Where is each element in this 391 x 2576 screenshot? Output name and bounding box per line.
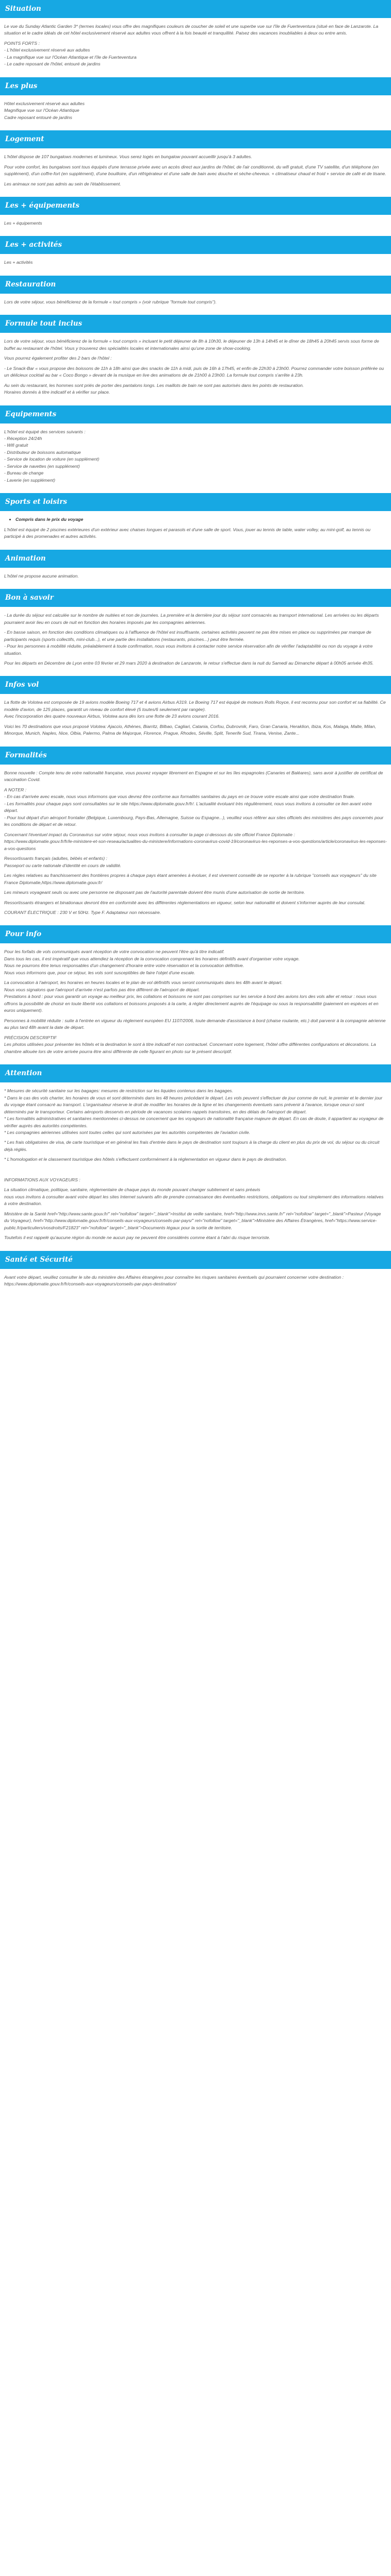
paragraph: POINTS FORTS : - L'hôtel exclusivement réservé aux adultes - La magnifique vue sur l'Océan Atlantique et l'île de Fuerteventura - Le cadre reposant de l'hôtel, entouré de jardins [4, 40, 137, 67]
paragraph: Le vue du Sunday Atlantic Garden 3* (termes locales) vous offre des magnifiques couleurs de coucher de soleil et une superbe vue sur l'île de Fuerteventura (situé en face de Lanzarote. La situation et le cadre idéals de cet hôtel exclusivement réservé aux adultes vous offrent à la fois beauté et tranquillité. Paisez des vacances inoubliables à deux ou entre amis. [4, 23, 379, 36]
paragraph: Vous pourrez également profiter des 2 bars de l'hôtel : [4, 355, 112, 361]
section-content [0, 770, 391, 926]
paragraph: - En basse saison, en fonction des conditions climatiques ou à l'affluence de l'hôtel est insuffisante, certaines activités peuvent ne pas être mises en place ou supprimées par manque de participants requis (sports collectifs, mini-club...), et une partie des installations (restaurants, piscines...) peut être fermée. - Pour les personnes à mobilité réduite, préalablement à toute confirmation, nous vous invitons à contacter notre service réservation afin de vérifier l'adaptabilité ou non du voyage à votre situation. [4, 630, 373, 656]
paragraph: Personnes à mobilité réduite : suite à l'entrée en vigueur du règlement européen EU 1107/2006, toute demande d'assistance à bord (chaise roulante, etc.) doit parvenir à la compagnie aérienne au plus tard 48h avant la date de départ. [4, 1018, 386, 1030]
section [0, 130, 391, 197]
paragraph: Ministère de la Santé href="http://www.sante.gouv.fr/" rel="nofollow" target="_blank">Institut de veille sanitaire, href="http://www.invs.sante.fr/" rel="nofollow" target="_blank">Pasteur (Voyage du Voyageur), href="http://www.diplomatie.gouv.fr/fr/conseils-aux-voyageurs/conseils-par-pays/" rel="nofollow" target="_blank">Ministère des Affaires Étrangères, href="https://www.service-public.fr/particuliers/vosdroits/F21823" rel="nofollow" target="_blank">Documents légaux pour la sortie de territoire. [4, 1211, 381, 1230]
paragraph: Concernant l'éventuel impact du Coronavirus sur votre séjour, nous vous invitons à consulter la page ci-dessous du site officiel France Diplomatie : https://www.diplomatie.gouv.fr/fr/le-ministere-et-son-reseau/actualites-du-ministere/informations-coronavirus-covid-19/coronavirus-les-reponses-a-vos-questions/article/coronavirus-les-reponses-a-vos-questions [4, 832, 387, 851]
section [0, 236, 391, 275]
paragraph: Les mineurs voyageant seuls ou avec une personne ne disposant pas de l'autorité parentale doivent être munis d'une autorisation de sortie de territoire. [4, 890, 305, 895]
section [0, 550, 391, 589]
paragraph: La situation climatique, politique, sanitaire, réglementaire de chaque pays du monde pouvant changer subitement et sans préavis nous vous invitons à consulter avant votre départ les sites Internet suivants afin de prendre connaissance des éventuelles restrictions, obligations ou tout simplement des informations relatives à votre destination. [4, 1187, 384, 1207]
paragraph: * L'homologation et le classement touristique des hôtels s'effectuent conformément à la réglementation en vigueur dans le pays de destination. [4, 1157, 287, 1162]
section-content [0, 100, 391, 130]
section-content [0, 154, 391, 197]
section-header: Attention [0, 1064, 391, 1082]
section-content [0, 338, 391, 405]
section-content [0, 699, 391, 746]
section-header: Animation [0, 550, 391, 568]
paragraph: L'hôtel est équipé de 2 piscines extérieures d'un extérieur avec chaises longues et parasols et d'une salle de sport. Vous, jouer au tennis de table, water volley, au mini-golf, au tennis ou participé à des promenades et autres activités. [4, 527, 371, 539]
paragraph: Les règles relatives au franchissement des frontières propres à chaque pays étant amenées à évoluer, il est vivement conseillé de se reporter à la rubrique "conseils aux voyageurs" du site France Diplomatie,https://www.diplomatie.gouv.fr/ [4, 873, 377, 885]
paragraph: Hôtel exclusivement réservé aux adultes Magnifique vue sur l'Océan Atlantique Cadre reposant entouré de jardins [4, 100, 85, 120]
paragraph: PRÉCISION DESCRIPTIF Les photos utilisées pour présenter les hôtels et la destination le sont à titre indicatif et non contractuel. Concernant votre logement, l'hôtel offre différentes configurations et décorations. La chambre allouée lors de votre arrivée pourra être ainsi différente de celle figurant en photo sur le présent descriptif. [4, 1035, 376, 1054]
section-header: Bon à savoir [0, 589, 391, 607]
section-header: Logement [0, 130, 391, 148]
section-header: Sports et loisirs [0, 493, 391, 511]
section-header: Les plus [0, 77, 391, 95]
section-header: Pour info [0, 925, 391, 943]
section [0, 0, 391, 77]
paragraph: Les animaux ne sont pas admis au sein de l'établissement. [4, 181, 121, 187]
section [0, 77, 391, 130]
section-header: Infos vol [0, 676, 391, 694]
paragraph: * Les frais obligatoires de visa, de carte touristique et en général les frais d'entrée dans le pays de destination sont toujours à la charge du client en plus du prix de vol, du séjour ou du circuit déjà réglés. [4, 1140, 380, 1152]
paragraph: Les + équipements [4, 220, 42, 226]
paragraph: Pour les départs en Décembre de Lyon entre 03 février et 29 mars 2020 à destination de Lanzarote, le retour s'effectue dans la nuit du Samedi au Dimanche départ à 00h05 arrivée 4h35. [4, 660, 374, 666]
paragraph: Ressortissants français (adultes, bébés et enfants) : Passeport ou carte nationale d'identité en cours de validité. [4, 856, 122, 868]
section [0, 1064, 391, 1173]
section-content [0, 23, 391, 77]
paragraph: - La durée du séjour est calculée sur le nombre de nuitées et non de journées. La première et la dernière jour du séjour sont consacrés au transport international. Les arrivées ou les départs pourraient avoir lieu en cours de nuit en fonction des horaires imposés par les compagnies aériennes. [4, 613, 379, 625]
section-header: Les + activités [0, 236, 391, 254]
paragraph: Les + activités [4, 260, 33, 265]
section-content [0, 259, 391, 275]
paragraph: Avant votre départ, veuillez consulter le site du ministère des Affaires étrangères pour connaître les risques sanitaires éventuels qui pourraient concerner votre destination : https://www.diplomatie.gouv.fr/fr/conseils-aux-voyageurs/conseils-par-pays-destination/ [4, 1274, 344, 1287]
paragraph: * Mesures de sécurité sanitaire sur les bagages: mesures de restriction sur les liquides contenus dans les bagages. * Dans le cas des vols charter, les horaires de vous et sont déterminés dans les 48 heures précédant le départ. Les vols peuvent s'effectuer de jour comme de nuit, le premier et le dernier jour du voyage étant consacré au transport. L'organisateur réserve le droit de modifier les horaires de la ligne et les changements éventuels sans prévenir à l'avance, lorsque ceux-ci sont déterminés par le transporteur. Certains aéroports desservis en période de vacances scolaires rappels transitoires, en des délais de l'aéroport de départ. * Les formalités administratives et sanitaires mentionnées ci-dessus ne concernent que les voyageurs de nationalité française majeure de départ. En cas de doute, il appartient au voyageur de vérifier auprès des autorités compétentes. * Les compagnies aériennes utilisées sont toutes celles qui sont autorisées par les autorités compétentes de l'aviation civile. [4, 1088, 384, 1135]
paragraph: La convocation à l'aéroport, les horaires en heures locales et le plan de vol définitifs vous seront communiqués dans les 48h avant le départ. Nous vous signalons que l'aéroport d'arrivée n'est parfois pas être différent de l'aéroport de départ. Prestations à bord : pour vous garantir un voyage au meilleur prix, les collations et boissons ne sont pas comprises sur les service à bord des avions lors des vols aller et retour : nous vous offrons la possibilité de choisir en toute liberté vos collations et boissons proposés à la carte, à régler directement auprès de l'équipage ou sous la responsabilité (paiement en espèces et en euros uniquement). [4, 980, 379, 1013]
section [0, 493, 391, 549]
paragraph: L'hôtel ne propose aucune animation. [4, 573, 79, 579]
section-content [0, 612, 391, 676]
section [0, 1173, 391, 1251]
paragraph: Bonne nouvelle : Compte tenu de votre nationalité française, vous pouvez voyager librement en Espagne et sur les îles espagnoles (Canaries et Baléares), sans avoir à justifier de certificat de vaccination Covid. [4, 770, 383, 783]
paragraph: Au sein du restaurant, les hommes sont priés de porter des pantalons longs. Les maillots de bain ne sont pas autorisés dans les points de restauration. Horaires donnés à titre indicatif et à vérifier sur place. [4, 382, 304, 395]
section-header: Formalités [0, 747, 391, 765]
section-header: Santé et Sécurité [0, 1251, 391, 1269]
paragraph: Lors de votre séjour, vous bénéficierez de la formule « tout compris » incluant le petit déjeuner de 8h à 10h30, le déjeuner de 13h à 14h45 et le dîner de 18h45 à 20h45 servis sous forme de buffet au restaurant de l'hôtel. Vous y trouverez des spécialités locales et internationales ainsi qu'une zone de show-cooking. [4, 338, 379, 351]
paragraph: Pour votre confort, les bungalows sont tous équipés d'une terrasse privée avec un accès direct aux jardins de l'hôtel, de l'air conditionné, du wifi gratuit, d'une TV satellite, d'un téléphone (en supplément), d'un coffre-fort (en supplément), d'une bouilloire, d'un réfrigérateur et d'une salle de bain avec douche et sèche-cheveux. + climatiseur chaud et froid + service de café et de tisane. [4, 164, 386, 177]
section-content [0, 948, 391, 1064]
paragraph: Toutefois il est rappelé qu'aucune région du monde ne aucun pay ne peuvent être considérés comme étant à l'abri du risque terroriste. [4, 1235, 270, 1241]
section [0, 925, 391, 1064]
bullet-item: • Compris dans le prix du voyage [15, 516, 387, 523]
section-content [0, 516, 391, 549]
section-header: Equipements [0, 405, 391, 423]
section-header: Situation [0, 0, 391, 18]
paragraph: A NOTER : - En cas d'arrivée avec escale, nous vous informons que vous devrez être conforme aux formalités sanitaires du pays en ce trouve votre escale ainsi que votre destination finale. - Les formalités pour chaque pays sont consultables sur le site https://www.diplomatie.gouv.fr/fr/. L'actualité évoluant très régulièrement, nous vous invitons à consulter ce lien avant votre départ. - Pour tout départ d'un aéroport frontalier (Belgique, Luxembourg, Pays-Bas, Allemagne, Suisse ou Espagne...), veuillez vous référer aux sites officiels des ministères des pays concernés pour les conditions de départ et de retour. [4, 787, 384, 827]
paragraph: - Le Snack-Bar « vous propose des boissons de 11h à 18h ainsi que des snacks de 11h à midi, puis de 16h à 17h45, et enfin de 22h30 à 23h00. Pourrez commander votre boisson préférée ou un délicieux cocktail au bar « Coco Bongo » devant de la musique en live des animations de de 21h00 à 23h00. La formule tout compris s'arrête à 23h. [4, 365, 384, 378]
paragraph: Ressortissants étrangers et binationaux devront être en conformité avec les différentes réglementations en vigueur, selon leur nationalité et doivent s'informer auprès de leur consulat. [4, 900, 366, 905]
paragraph: Lors de votre séjour, vous bénéficierez de la formule « tout compris » (voir rubrique "formule tout compris"). [4, 299, 217, 304]
section-header: Formule tout inclus [0, 315, 391, 333]
section [0, 1251, 391, 1297]
section-content [0, 299, 391, 315]
section-content [0, 220, 391, 236]
paragraph: Voici les 70 destinations que vous proposé Volotea: Ajaccio, Athènes, Biarritz, Bilbao, Cagliari, Catania, Corfou, Dubrovnik, Faro, Gran Canaria, Heraklion, Ibiza, Kos, Malaga, Malte, Milan, Minorque, Munich, Naples, Nice, Olbia, Palermo, Palma de Majorque, Florence, Prague, Rhodes, Séville, Split, Tenerife Sud, Tirana, Venise, Zante... [4, 723, 377, 736]
paragraph: La flotte de Volotea est composée de 19 avions modèle Boeing 717 et 4 avions Airbus A319. Le Boeing 717 est équipé de moteurs Rolls Royce, il est reconnu pour son confort et sa fiabilité. Ce modèle d'avion, de 125 places, garantit un niveau de confort élevé (5 toutes/6 seulement par rangée). Avec l'incorporation des quatre nouveaux Airbus, Volotea aura dès lors une flotte de 23 avions courant 2016. [4, 700, 386, 719]
section-content [0, 573, 391, 589]
section [0, 405, 391, 494]
paragraph: L'hôtel est équipé des services suivants : - Réception 24/24h - Wifi gratuit - Distributeur de boissons automatique - Service de location de voiture (en supplément) - Service de navettes (en supplément) - Bureau de change - Laverie (en supplément) [4, 429, 100, 483]
paragraph: L'hôtel dispose de 107 bungalows modernes et lumineux. Vous serez logés en bungalow pouvant accueillir jusqu'à 3 adultes. [4, 154, 252, 160]
section-content [0, 1274, 391, 1297]
section [0, 315, 391, 405]
section-header: Les + équipements [0, 197, 391, 215]
section [0, 276, 391, 315]
paragraph: COURANT ÉLECTRIQUE : 230 V et 50Hz. Type F. Adaptateur non nécessaire. [4, 909, 161, 915]
section [0, 589, 391, 676]
section-header: Restauration [0, 276, 391, 294]
section-content [0, 1088, 391, 1173]
paragraph: INFORMATIONS AUX VOYAGEURS : [4, 1177, 80, 1182]
section [0, 676, 391, 746]
section-content [0, 1177, 391, 1251]
section [0, 197, 391, 236]
paragraph: Pour les forfaits de vols communiqués avant réception de votre convocation ne peuvent l'être qu'à titre indicatif. Dans tous les cas, il est impératif que vous attendiez la réception de la convocation comprenant les horaires définitifs avant d'organiser votre voyage. Nous ne pourrons être tenus responsables d'un changement d'horaire entre votre réservation et la convocation définitive. Nous vous informons que, pour ce séjour, les vols sont susceptibles de faire l'objet d'une escale. [4, 949, 300, 975]
section-content [0, 429, 391, 494]
section [0, 747, 391, 926]
